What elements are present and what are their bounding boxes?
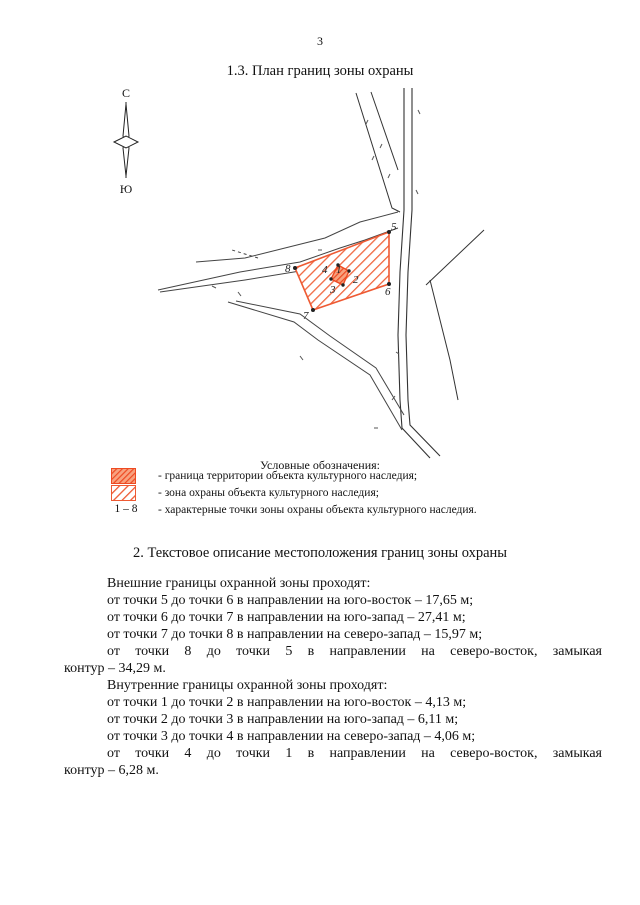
compass-north-label: С <box>121 86 130 100</box>
page-number: 3 <box>317 34 323 48</box>
legend-title: Условные обозначения: <box>259 458 381 472</box>
point-label-1: 1 <box>336 264 342 276</box>
inner-closing-tail: контур – 6,28 м. <box>64 763 159 778</box>
outer-heading: Внешние границы охранной зоны проходят: <box>107 576 371 591</box>
outer-closing-line: от точки 8 до точки 5 в направлении на северо-восток, замыкая <box>107 644 602 659</box>
legend-item-characteristic-points: - характерные точки зоны охраны объекта культурного наследия. <box>158 504 477 516</box>
legend-points-range: 1 – 8 <box>114 503 138 515</box>
point-label-2: 2 <box>353 274 359 286</box>
outer-closing-tail: контур – 34,29 м. <box>64 661 166 676</box>
boundary-plan-map <box>150 80 485 460</box>
legend-item-heritage-territory: - граница территории объекта культурного наследия; <box>158 470 418 482</box>
outer-line-1: от точки 5 до точки 6 в направлении на юго-восток – 17,65 м; <box>107 593 474 608</box>
outer-line-2: от точки 6 до точки 7 в направлении на юго-запад – 27,41 м; <box>107 610 466 625</box>
point-label-7: 7 <box>303 310 309 322</box>
legend-swatch-protection-zone <box>111 485 136 501</box>
point-label-5: 5 <box>391 221 397 233</box>
north-road <box>356 92 400 212</box>
inner-line-2: от точки 2 до точки 3 в направлении на юго-запад – 6,11 м; <box>107 712 459 727</box>
legend-swatch-heritage-territory <box>111 468 136 484</box>
inner-closing-line: от точки 4 до точки 1 в направлении на северо-восток, замыкая <box>107 746 602 761</box>
south-road <box>228 301 404 430</box>
compass <box>104 86 148 198</box>
point-label-4: 4 <box>322 264 328 276</box>
point-label-3: 3 <box>330 284 336 296</box>
east-lines <box>426 230 484 400</box>
point-label-8: 8 <box>285 263 291 275</box>
road-lines <box>398 88 440 458</box>
compass-south-label: Ю <box>119 182 133 196</box>
section-title-plan: 1.3. План границ зоны охраны <box>226 63 414 79</box>
inner-line-1: от точки 1 до точки 2 в направлении на юго-восток – 4,13 м; <box>107 695 467 710</box>
legend-item-protection-zone: - зона охраны объекта культурного наследия; <box>158 487 379 499</box>
inner-heading: Внутренние границы охранной зоны проходят: <box>107 678 388 693</box>
boundary-description <box>64 575 602 779</box>
inner-line-3: от точки 3 до точки 4 в направлении на северо-запад – 4,06 м; <box>107 729 476 744</box>
point-label-6: 6 <box>385 286 391 298</box>
section-title-description: 2. Текстовое описание местоположения границ зоны охраны <box>132 545 508 561</box>
outer-line-3: от точки 7 до точки 8 в направлении на северо-запад – 15,97 м; <box>107 627 483 642</box>
